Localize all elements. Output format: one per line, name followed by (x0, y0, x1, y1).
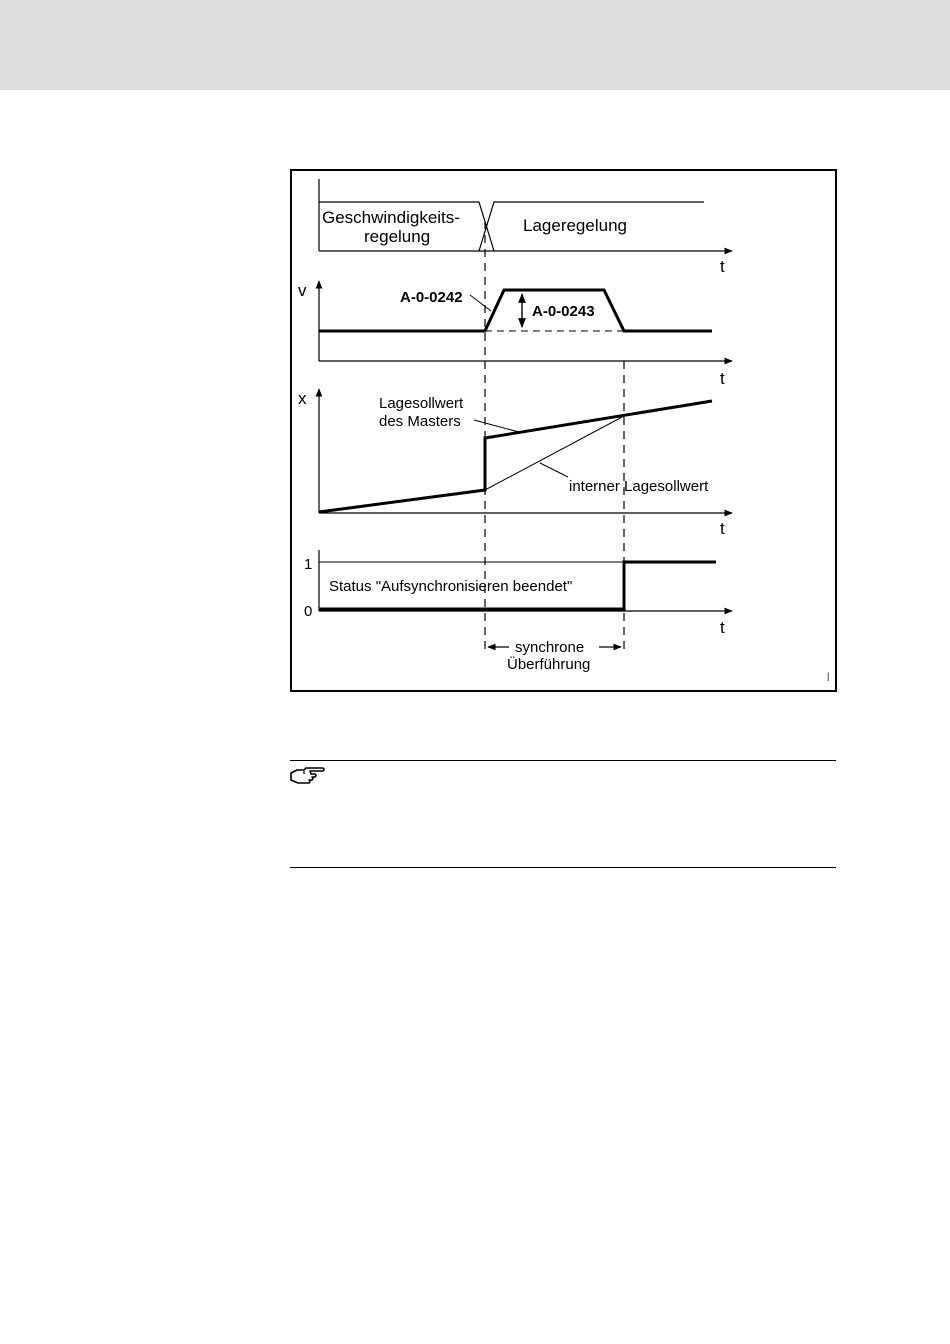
status-panel (304, 550, 732, 637)
master-label-leader (474, 420, 519, 432)
internal-label-leader (540, 463, 568, 477)
status-low-label: 0 (304, 603, 313, 620)
position-control-label: Lageregelung (523, 216, 627, 235)
page-header-band (0, 0, 950, 90)
master-position-label-1: Lagesollwert (379, 395, 464, 412)
corner-marker: | (827, 671, 830, 681)
position-axis-label: x (298, 389, 307, 408)
master-position-label-2: des Masters (379, 413, 461, 430)
status-signal-label: Status "Aufsynchronisieren beendet" (329, 578, 573, 595)
pointing-hand-icon (290, 766, 326, 786)
sync-timing-diagram (290, 169, 837, 692)
velocity-profile (319, 290, 712, 331)
position-time-label: t (720, 519, 725, 538)
sync-span-label-2: Überführung (507, 656, 591, 673)
mode-panel (319, 179, 732, 276)
master-position-curve (319, 401, 712, 512)
velocity-time-label: t (720, 369, 725, 388)
mode-time-label: t (720, 257, 725, 276)
status-high-label: 1 (304, 556, 313, 573)
velocity-panel (298, 281, 732, 388)
vel-delta-param-label: A-0-0243 (532, 303, 595, 320)
note-bottom-rule (290, 867, 836, 868)
sync-span-label-1: synchrone (515, 639, 585, 656)
velocity-axis-label: v (298, 281, 307, 300)
accel-param-label: A-0-0242 (400, 289, 463, 306)
speed-control-label-1: Geschwindigkeits- (322, 208, 460, 227)
internal-position-label: interner Lagesollwert (569, 478, 709, 495)
position-panel (298, 389, 732, 538)
speed-control-label-2: regelung (364, 227, 431, 246)
diagram-svg (292, 171, 835, 690)
accel-leader (470, 295, 491, 311)
status-time-label: t (720, 618, 725, 637)
note-top-rule (290, 760, 836, 761)
